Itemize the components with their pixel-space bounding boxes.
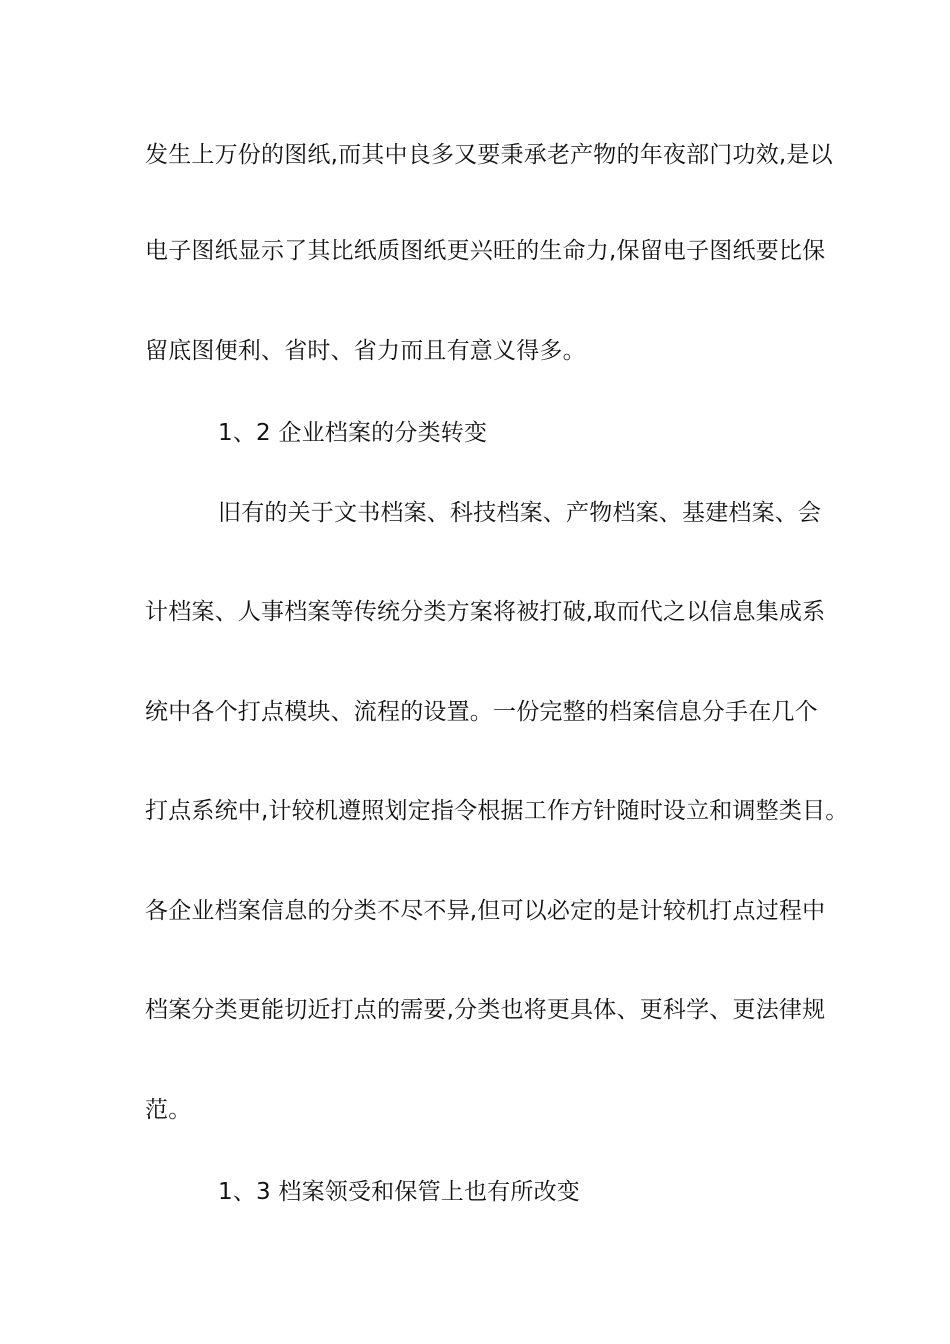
paragraph-line-7: 打点系统中,计较机遵照划定指令根据工作方针随时设立和调整类目。 (145, 798, 849, 824)
paragraph-line-3: 留底图便利、省时、省力而且有意义得多。 (145, 338, 586, 364)
paragraph-line-2: 电子图纸显示了其比纸质图纸更兴旺的生命力,保留电子图纸要比保 (145, 238, 826, 264)
paragraph-line-8: 各企业档案信息的分类不尽不异,但可以必定的是计较机打点过程中 (145, 898, 826, 924)
paragraph-line-1: 发生上万份的图纸,而其中良多又要秉承老产物的年夜部门功效,是以 (145, 142, 833, 168)
paragraph-line-4: 旧有的关于文书档案、科技档案、产物档案、基建档案、会 (218, 500, 822, 526)
paragraph-line-5: 计档案、人事档案等传统分类方案将被打破,取而代之以信息集成系 (145, 599, 826, 625)
section-heading-1-3: 1、3 档案领受和保管上也有所改变 (218, 1179, 580, 1205)
section-heading-1-2: 1、2 企业档案的分类转变 (218, 420, 488, 446)
paragraph-line-10: 范。 (145, 1097, 192, 1123)
paragraph-line-9: 档案分类更能切近打点的需要,分类也将更具体、更科学、更法律规 (145, 997, 826, 1023)
paragraph-line-6: 统中各个打点模块、流程的设置。一份完整的档案信息分手在几个 (145, 699, 818, 725)
